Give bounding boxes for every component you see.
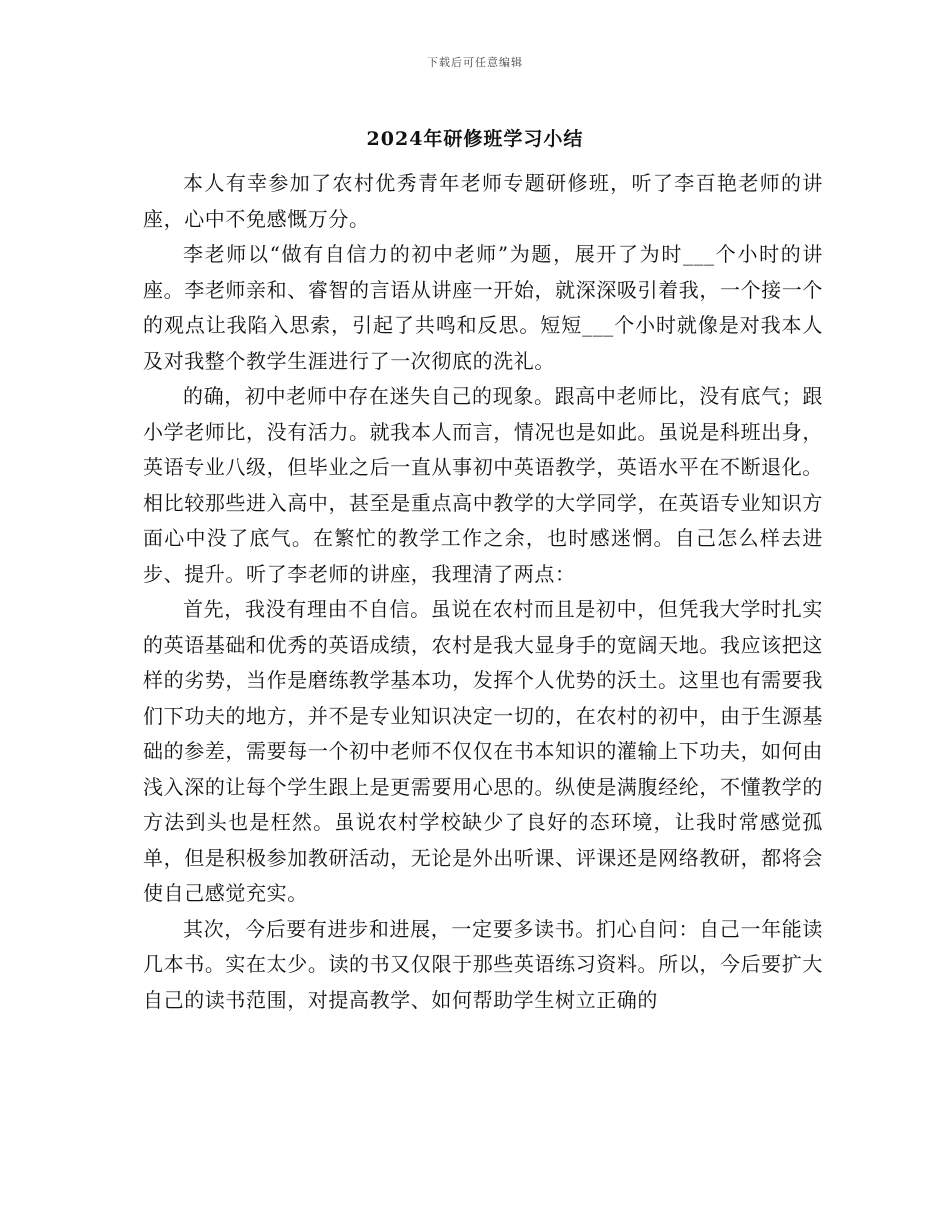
paragraph-second-point: 其次，今后要有进步和进展，一定要多读书。扪心自问：自己一年能读几本书。实在太少。读的书又仅限于那些英语练习资料。所以，今后要扩大自己的读书范围，对提高教学、如何帮助学生树立正确的 xyxy=(143,916,823,1012)
paragraph-reflection: 的确，初中老师中存在迷失自己的现象。跟高中老师比，没有底气；跟小学老师比，没有活力。就我本人而言，情况也是如此。虽说是科班出身，英语专业八级，但毕业之后一直从事初中英语教学，英语水平在不断退化。相比较那些进入高中，甚至是重点高中教学的大学同学，在英语专业知识方面心中没了底气。在繁忙的教学工作之余，也时感迷惘。自己怎么样去进步、提升。听了李老师的讲座，我理清了两点： xyxy=(143,384,823,586)
paragraph-first-point: 首先，我没有理由不自信。虽说在农村而且是初中，但凭我大学时扎实的英语基础和优秀的英语成绩，农村是我大显身手的宽阔天地。我应该把这样的劣势，当作是磨练教学基本功，发挥个人优势的沃土。这里也有需要我们下功夫的地方，并不是专业知识决定一切的，在农村的初中，由于生源基础的参差，需要每一个初中老师不仅仅在书本知识的灌输上下功夫，如何由浅入深的让每个学生跟上是更需要用心思的。纵使是满腹经纶，不懂教学的方法到头也是枉然。虽说农村学校缺少了良好的态环境，让我时常感觉孤单，但是积极参加教研活动，无论是外出听课、评课还是网络教研，都将会使自己感觉充实。 xyxy=(143,597,823,905)
header-note: 下载后可任意编辑 xyxy=(427,56,523,69)
paragraph-lecture: 李老师以“做有自信力的初中老师”为题，展开了为时___个小时的讲座。李老师亲和、睿智的言语从讲座一开始，就深深吸引着我，一个接一个的观点让我陷入思索，引起了共鸣和反思。短短___个小时就像是对我本人及对我整个教学生涯进行了一次彻底的洗礼。 xyxy=(143,242,823,373)
document-title: 2024年研修班学习小结 xyxy=(366,128,584,150)
document-body xyxy=(143,166,823,1018)
paragraph-intro: 本人有幸参加了农村优秀青年老师专题研修班，听了李百艳老师的讲座，心中不免感慨万分。 xyxy=(143,171,823,231)
